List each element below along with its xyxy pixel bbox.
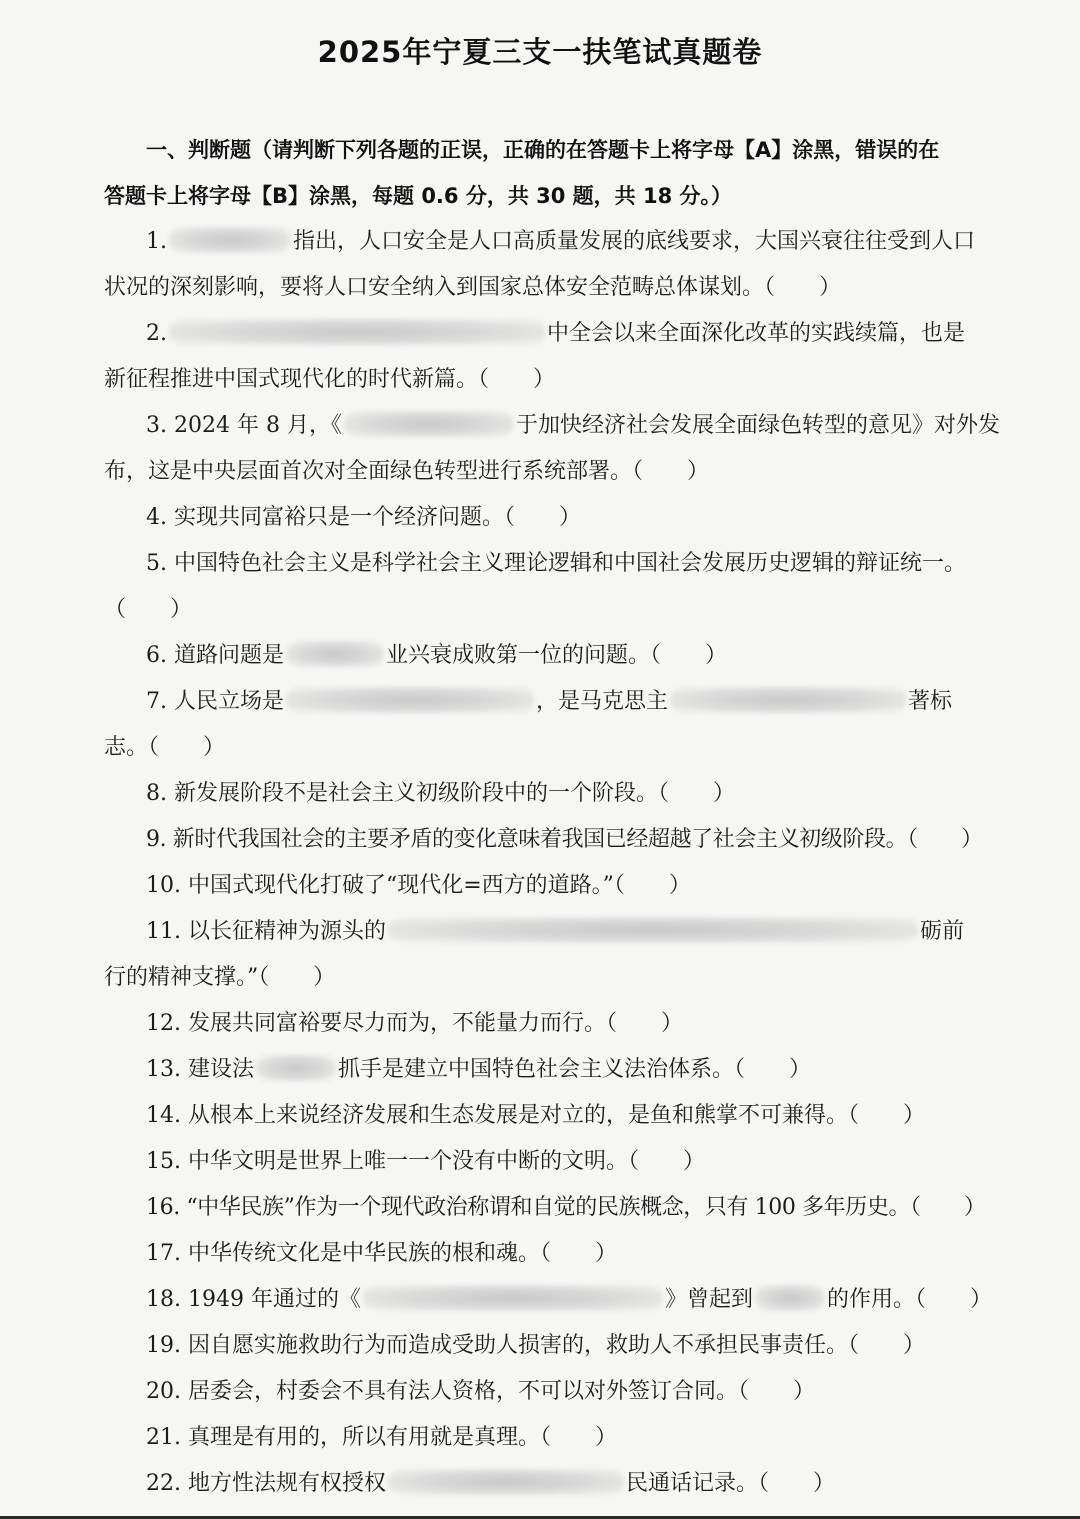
question-21: 21. 真理是有用的，所以有用就是真理。（ ） xyxy=(146,1425,617,1450)
question-8: 8. 新发展阶段不是社会主义初级阶段中的一个阶段。（ ） xyxy=(146,781,735,806)
question-10: 10. 中国式现代化打破了“现代化=西方的道路。”（ ） xyxy=(146,873,691,898)
question-text: 7. 人民立场是 xyxy=(146,689,284,714)
question-18 xyxy=(146,1285,992,1315)
question-text: 3. 2024 年 8 月，《 xyxy=(146,413,342,438)
question-11 xyxy=(146,917,964,947)
section-heading-line-2: 答题卡上将字母【B】涂黑，每题 0.6 分，共 30 题，共 18 分。） xyxy=(104,184,733,208)
question-9: 9. 新时代我国社会的主要矛盾的变化意味着我国已经超越了社会主义初级阶段。（ ） xyxy=(146,827,983,852)
redacted-blur xyxy=(256,1055,336,1081)
question-11-continued: 行的精神支撑。”（ ） xyxy=(104,965,336,990)
question-text: 13. 建设法 xyxy=(146,1057,254,1082)
redacted-blur xyxy=(363,1285,663,1311)
question-2 xyxy=(146,319,965,349)
question-text: 业兴衰成败第一位的问题。（ ） xyxy=(385,643,727,668)
question-3-continued: 布，这是中央层面首次对全面绿色转型进行系统部署。（ ） xyxy=(104,459,710,484)
page-title: 2025年宁夏三支一扶笔试真题卷 xyxy=(317,35,763,69)
question-7 xyxy=(146,687,952,717)
redacted-blur xyxy=(670,687,906,713)
question-text: 于加快经济社会发展全面绿色转型的意见》对外发 xyxy=(515,413,1000,438)
question-number: 2. xyxy=(146,321,167,346)
question-12: 12. 发展共同富裕要尽力而为，不能量力而行。（ ） xyxy=(146,1011,683,1036)
question-text: 》曾起到 xyxy=(664,1287,753,1312)
redacted-blur xyxy=(169,319,545,345)
redacted-blur xyxy=(388,1469,624,1495)
redacted-blur xyxy=(388,917,918,943)
question-15: 15. 中华文明是世界上唯一一个没有中断的文明。（ ） xyxy=(146,1149,705,1174)
question-number: 1. xyxy=(146,229,167,254)
redacted-blur xyxy=(286,641,384,667)
question-text: 民通话记录。（ ） xyxy=(625,1471,835,1496)
question-16: 16. “中华民族”作为一个现代政治称谓和自觉的民族概念，只有 100 多年历史。（ ） xyxy=(146,1195,986,1220)
question-text: 18. 1949 年通过的《 xyxy=(146,1287,361,1312)
question-6 xyxy=(146,641,727,671)
question-2-continued: 新征程推进中国式现代化的时代新篇。（ ） xyxy=(104,367,556,392)
question-4: 4. 实现共同富裕只是一个经济问题。（ ） xyxy=(146,505,581,530)
redacted-blur xyxy=(755,1285,825,1311)
question-17: 17. 中华传统文化是中华民族的根和魂。（ ） xyxy=(146,1241,617,1266)
question-20: 20. 居委会，村委会不具有法人资格，不可以对外签订合同。（ ） xyxy=(146,1379,815,1404)
question-3 xyxy=(146,411,1000,441)
question-1-continued: 状况的深刻影响，要将人口安全纳入到国家总体安全范畴总体谋划。（ ） xyxy=(104,275,842,300)
question-text: 的作用。（ ） xyxy=(826,1287,992,1312)
question-text: 11. 以长征精神为源头的 xyxy=(146,919,386,944)
redacted-blur xyxy=(344,411,514,437)
question-text: 著标 xyxy=(908,689,953,714)
question-14: 14. 从根本上来说经济发展和生态发展是对立的，是鱼和熊掌不可兼得。（ ） xyxy=(146,1103,925,1128)
question-text: 22. 地方性法规有权授权 xyxy=(146,1471,386,1496)
question-13 xyxy=(146,1055,811,1085)
question-text: 抓手是建立中国特色社会主义法治体系。（ ） xyxy=(337,1057,811,1082)
question-7-continued: 志。（ ） xyxy=(104,735,226,760)
question-1 xyxy=(146,227,975,257)
question-text: 砺前 xyxy=(919,919,964,944)
question-5-continued: （ ） xyxy=(104,597,193,622)
question-text: ，是马克思主 xyxy=(535,689,668,714)
question-text: 指出，人口安全是人口高质量发展的底线要求，大国兴衰往往受到人口 xyxy=(293,229,976,254)
section-heading-line-1: 一、判断题（请判断下列各题的正误，正确的在答题卡上将字母【A】涂黑，错误的在 xyxy=(146,138,940,162)
redacted-blur xyxy=(169,227,291,253)
question-text: 6. 道路问题是 xyxy=(146,643,284,668)
redacted-blur xyxy=(286,687,534,713)
question-19: 19. 因自愿实施救助行为而造成受助人损害的，救助人不承担民事责任。（ ） xyxy=(146,1333,925,1358)
question-text: 中全会以来全面深化改革的实践续篇，也是 xyxy=(547,321,966,346)
question-22 xyxy=(146,1469,835,1499)
question-5: 5. 中国特色社会主义是科学社会主义理论逻辑和中国社会发展历史逻辑的辩证统一。 xyxy=(146,551,966,576)
